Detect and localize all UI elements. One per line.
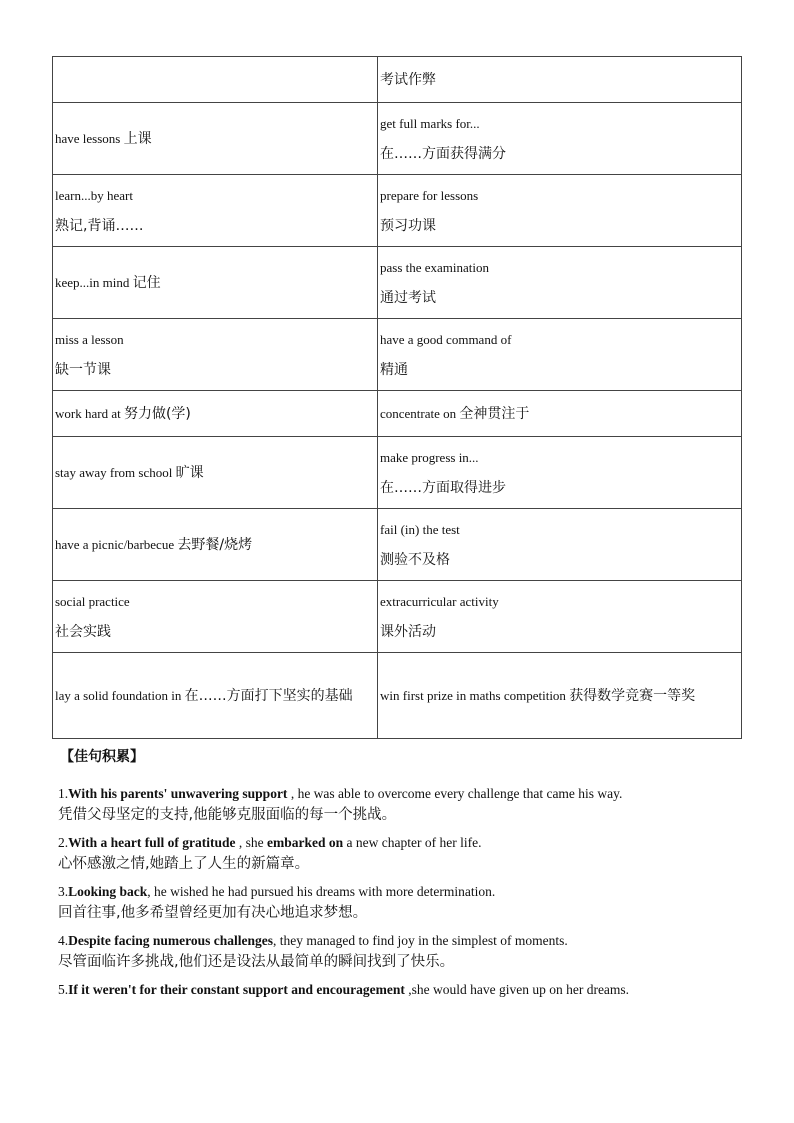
section-title: 【佳句积累】	[60, 749, 144, 765]
phrase-en: have lessons	[55, 130, 121, 146]
phrase-zh: 记住	[132, 274, 161, 291]
phrase-zh: 努力做(学)	[123, 405, 191, 422]
left-cell	[53, 509, 378, 581]
left-cell	[53, 391, 378, 437]
phrase-zh: 社会实践	[55, 623, 111, 640]
sentence-zh: 心怀感激之情,她踏上了人生的新篇章。	[58, 856, 310, 872]
left-cell	[53, 175, 378, 247]
phrase-en: keep...in mind	[55, 274, 130, 290]
phrase-en: get full marks for...	[380, 115, 480, 131]
sentence-item	[58, 833, 748, 875]
sentence-en: 2.With a heart full of gratitude , she embarked on a new chapter of her life.	[58, 835, 482, 850]
phrase-zh: 获得数学竞赛一等奖	[569, 687, 696, 704]
left-cell	[53, 581, 378, 653]
sentence-en: 3.Looking back, he wished he had pursued his dreams with more determination.	[58, 884, 496, 899]
right-cell	[378, 57, 742, 103]
phrase-en: social practice	[55, 593, 130, 609]
vocab-table	[52, 56, 742, 739]
sentence-item	[58, 882, 748, 924]
phrase-zh: 全神贯注于	[459, 405, 530, 422]
vocab-row	[53, 175, 742, 247]
phrase-en: prepare for lessons	[380, 187, 479, 203]
left-cell	[53, 103, 378, 175]
phrase-en: miss a lesson	[55, 331, 124, 347]
phrase-en: fail (in) the test	[380, 521, 460, 537]
left-cell	[53, 653, 378, 739]
vocab-row	[53, 391, 742, 437]
right-cell	[378, 103, 742, 175]
phrase-zh: 在……方面获得满分	[380, 145, 506, 162]
phrase-zh: 在……方面打下坚实的基础	[184, 687, 353, 704]
phrase-en: make progress in...	[380, 449, 479, 465]
phrase-en: extracurricular activity	[380, 593, 499, 609]
phrase-zh: 去野餐/烧烤	[177, 536, 253, 553]
phrase-zh: 预习功课	[380, 217, 436, 234]
vocab-row	[53, 247, 742, 319]
left-cell	[53, 247, 378, 319]
vocab-row	[53, 319, 742, 391]
right-cell	[378, 391, 742, 437]
sentence-item	[58, 931, 748, 973]
phrase-zh: 精通	[380, 361, 408, 378]
right-cell	[378, 175, 742, 247]
right-cell	[378, 437, 742, 509]
vocab-row	[53, 509, 742, 581]
phrase-zh: 测验不及格	[380, 551, 450, 568]
phrase-en: learn...by heart	[55, 187, 133, 203]
sentence-zh: 回首往事,他多希望曾经更加有决心地追求梦想。	[58, 905, 368, 921]
phrase-zh: 缺一节课	[55, 361, 111, 378]
phrase-zh: 熟记,背诵……	[55, 217, 144, 234]
sentence-item	[58, 784, 748, 826]
left-cell	[53, 319, 378, 391]
phrase-en: have a good command of	[380, 331, 512, 347]
sentence-zh: 尽管面临许多挑战,他们还是设法从最简单的瞬间找到了快乐。	[58, 954, 455, 970]
sentence-en: 5.If it weren't for their constant support and encouragement ,she would have given up on her dreams.	[58, 982, 630, 997]
left-cell	[53, 437, 378, 509]
phrase-zh: 在……方面取得进步	[380, 479, 506, 496]
phrase-zh: 上课	[123, 130, 152, 147]
phrase-en: win first prize in maths competition	[380, 687, 566, 703]
phrase-zh: 旷课	[175, 464, 204, 481]
vocab-row	[53, 581, 742, 653]
right-cell	[378, 247, 742, 319]
phrase-en: have a picnic/barbecue	[55, 536, 175, 552]
right-cell	[378, 509, 742, 581]
phrase-en: stay away from school	[55, 464, 173, 480]
vocab-row	[53, 437, 742, 509]
vocab-row	[53, 103, 742, 175]
phrase-zh: 通过考试	[380, 289, 436, 306]
phrase-en: lay a solid foundation in	[55, 687, 182, 703]
sentence-en: 1.With his parents' unwavering support , he was able to overcome every challenge that came his way.	[58, 786, 623, 801]
vocab-row	[53, 57, 742, 103]
sentence-list	[58, 784, 748, 1007]
right-cell	[378, 653, 742, 739]
sentence-zh: 凭借父母坚定的支持,他能够克服面临的每一个挑战。	[58, 807, 397, 823]
vocab-row	[53, 653, 742, 739]
phrase-en: work hard at	[55, 405, 121, 421]
sentence-item	[58, 980, 748, 1000]
phrase-en: pass the examination	[380, 259, 490, 275]
left-cell	[53, 57, 378, 103]
phrase-zh: 考试作弊	[380, 71, 436, 88]
right-cell	[378, 581, 742, 653]
sentence-en: 4.Despite facing numerous challenges, they managed to find joy in the simplest of moments.	[58, 933, 568, 948]
phrase-en: concentrate on	[380, 405, 457, 421]
phrase-zh: 课外活动	[380, 623, 436, 640]
right-cell	[378, 319, 742, 391]
